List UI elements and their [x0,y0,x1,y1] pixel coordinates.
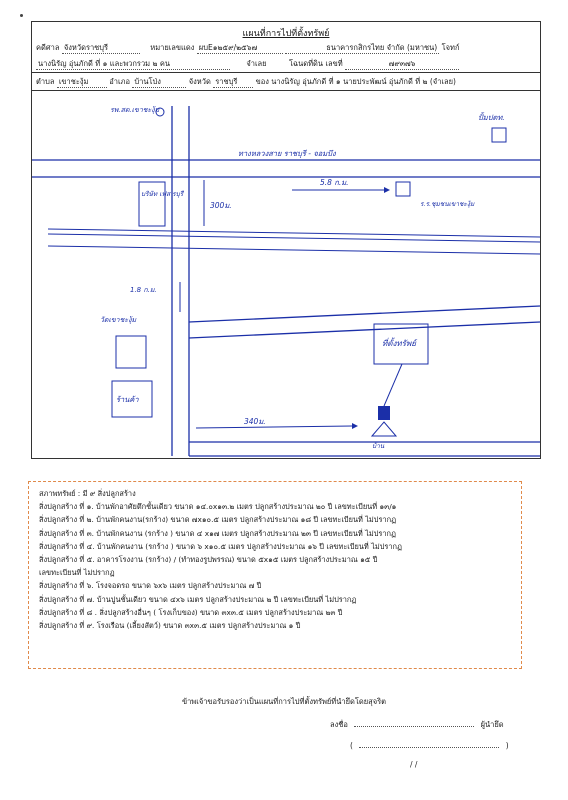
label-300m: 300ม. [210,201,232,210]
header-row-2: นางนิรัญ อุ่นภักดี ที่ ๑ และพวกรวม ๒ คน จำเลย โฉนดที่ดิน เลขที่ ๗๙๓๗๖ [36,58,536,70]
rail-line-1 [48,229,540,237]
condition-item-7: สิ่งปลูกสร้าง ที่ ๗. บ้านปูนชั้นเดียว ขนาด ๔x๖ เมตร ปลูกสร้างประมาณ ๒ ปี เลขทะเบียนที่ ไม่ปรากฏ [39,594,357,604]
lower-road-top [189,306,540,322]
header-row-1: คดีศาล จังหวัดราชบุรี หมายเลขแดง ผบE๑๒๕๙/๒๕๖๗ ธนาคารกสิกรไทย จำกัด (มหาชน) โจทก์ [36,43,460,52]
date-line: / / [410,760,418,769]
label-house: บ้าน [372,442,385,450]
amphoe-value: บ้านโป่ง [132,76,186,88]
signature-field[interactable] [354,726,474,727]
defendant-name: นางนิรัญ อุ่นภักดี ที่ ๑ และพวกรวม ๒ คน [36,58,230,70]
label-distance-1: 5.8 ก.ม. [320,178,349,187]
label-police: ร.ร.ชุมชนเขาชะงุ้ม [420,200,475,208]
label-school: บริษัท เฟส รบุรี [141,190,184,198]
header-divider [32,72,540,73]
header-row-3: ตำบล เขาชะงุ้ม อำเภอ บ้านโป่ง จังหวัด ราชบุรี ของ นางนิรัญ อุ่นภักดี ที่ ๑ นายประพัฒน์ อุ่นภักดี ที่ ๒ (จำเลย) [36,77,456,86]
house-icon [372,422,396,436]
printed-name-field[interactable] [359,747,499,748]
label-asset: ที่ตั้งทรัพย์ [382,339,416,348]
deed-number: ๗๙๓๗๖ [345,58,459,70]
condition-item-8: สิ่งปลูกสร้าง ที่ ๘ . สิ่งปลูกสร้างอื่นๆ ( โรงเก็บของ) ขนาด ๓x๓.๕ เมตร ปลูกสร้างประมาณ ๒๓ ปี [39,607,343,617]
plaintiff-name: ธนาคารกสิกรไทย จำกัด (มหาชน) [285,42,439,54]
owner-text: ของ นางนิรัญ อุ่นภักดี ที่ ๑ นายประพัฒน์ อุ่นภักดี ที่ ๒ (จำเลย) [255,77,456,86]
condition-item-9: สิ่งปลูกสร้าง ที่ ๙. โรงเรือน (เลี้ยงสัตว์) ขนาด ๓x๓.๕ เมตร ปลูกสร้างประมาณ ๑ ปี [39,621,301,631]
arrow-head [384,187,390,193]
condition-item-4: สิ่งปลูกสร้าง ที่ ๔. บ้านพักคนงาน (รกร้าง ) ขนาด ๖ x๑๐.๕ เมตร ปลูกสร้างประมาณ ๑๖ ปี เลขทะเบียนที่ ไม่ปรากฏ [39,541,402,551]
court-value: จังหวัดราชบุรี [62,42,140,54]
tambon-value: เขาชะงุ้ม [57,76,107,88]
header-divider-2 [32,90,540,91]
certification-text: ข้าพเจ้าขอรับรองว่าเป็นแผนที่การไปที่ตั้งทรัพย์ที่นำยึดโดยสุจริต [181,697,387,706]
community-school-box [396,182,410,196]
temple-box [116,336,146,368]
condition-item-5-cont: เลขทะเบียนที่ ไม่ปรากฏ [39,568,115,578]
province-value: ราชบุรี [213,76,253,88]
route-sketch [32,106,540,458]
condition-heading: สภาพทรัพย์ : มี ๙ สิ่งปลูกสร้าง [39,489,136,498]
signature-line: ลงชื่อ ผู้นำยึด [330,720,504,729]
label-top-right: ปั้มปตท. [478,113,505,122]
label-temple: วัดเขาชะงุ้ม [100,316,137,324]
condition-box [28,481,522,669]
asset-marker [378,406,390,420]
rail-line-3 [48,246,540,254]
label-distance-2: 1.8 ก.ม. [130,286,157,294]
map-frame [31,21,541,459]
page-title: แผนที่การไปที่ตั้งทรัพย์ [242,29,330,39]
asset-pointer [384,364,402,406]
name-line: ( ) [350,741,509,750]
condition-item-5: สิ่งปลูกสร้าง ที่ ๕. อาคารโรงงาน (รกร้าง) / (ทำทองรูปพรรณ) ขนาด ๕x๑๕ เมตร ปลูกสร้างประมาณ ๑๕ ปี [39,555,378,565]
scan-dot [20,14,23,17]
label-top-left: รพ.สต.เขาชะงุ้ม [110,106,160,114]
gas-station-box [492,128,506,142]
condition-item-1: สิ่งปลูกสร้าง ที่ ๑. บ้านพักอาศัยตึกชั้นเดียว ขนาด ๑๔.๐x๑๓.๒ เมตร ปลูกสร้างประมาณ ๒๐ ปี เลขทะเบียนที่ ๑๓/๑ [39,502,397,512]
school-box [139,182,165,226]
arrow-340m [196,426,352,428]
label-shop: ร้านค้า [116,395,139,404]
label-road: ทางหลวงสาย ราชบุรี - จอมบึง [238,149,336,158]
case-number: ผบE๑๒๕๙/๒๕๖๗ [197,42,283,54]
condition-item-6: สิ่งปลูกสร้าง ที่ ๖. โรงจอดรถ ขนาด ๖x๖ เมตร ปลูกสร้างประมาณ ๗ ปี [39,581,262,591]
arrow-head-2 [352,423,358,429]
condition-item-2: สิ่งปลูกสร้าง ที่ ๒. บ้านพักคนงาน(รกร้าง) ขนาด ๗x๑๐.๕ เมตร ปลูกสร้างประมาณ ๑๘ ปี เลขทะเบียนที่ ไม่ปรากฏ [39,515,397,525]
label-340m: 340ม. [244,417,266,426]
lower-road-bottom [189,322,540,338]
rail-line-2 [48,234,540,242]
condition-item-3: สิ่งปลูกสร้าง ที่ ๓. บ้านพักคนงาน (รกร้าง ) ขนาด ๔ x๑๗ เมตร ปลูกสร้างประมาณ ๒๓ ปี เลขทะเบียนที่ ไม่ปรากฏ [39,528,396,538]
